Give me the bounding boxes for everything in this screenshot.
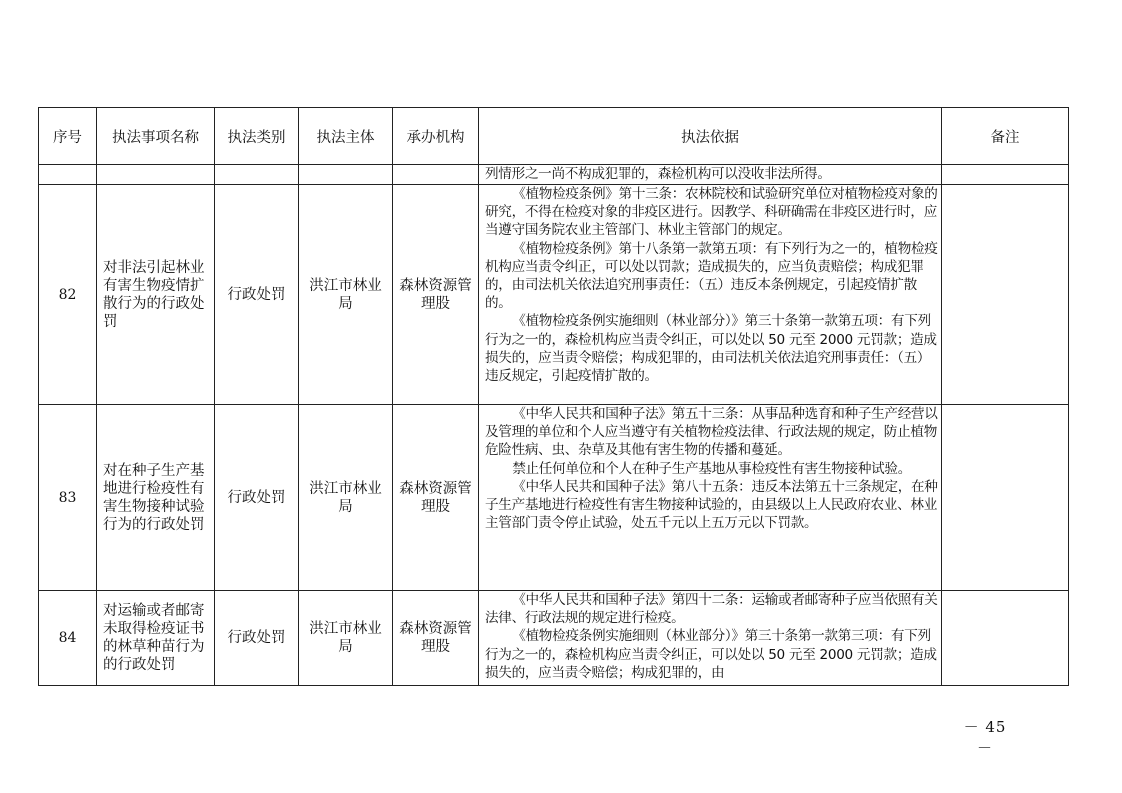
header-agency: 承办机构 — [393, 108, 479, 165]
header-basis: 执法依据 — [479, 108, 942, 165]
item-name: 对非法引起林业有害生物疫情扩散行为的行政处罚 — [97, 185, 215, 405]
basis-paragraph: 《植物检疫条例》第十八条第一款第五项：有下列行为之一的，植物检疫机构应当责令纠正，可以处以罚款；造成损失的，应当负责赔偿；构成犯罪的，由司法机关依法追究刑事责任：（五）违反本条例规定，引起疫情扩散的。 — [485, 240, 938, 312]
table-row-carry-over — [39, 165, 1069, 185]
handling-agency: 森林资源管理股 — [393, 185, 479, 405]
header-no: 序号 — [39, 108, 97, 165]
basis-paragraph: 禁止任何单位和个人在种子生产基地从事检疫性有害生物接种试验。 — [512, 460, 911, 477]
table-header-row — [39, 108, 1069, 165]
row-number: 82 — [39, 185, 97, 405]
page-number: － 45 － — [963, 718, 1007, 757]
table-row — [39, 405, 1069, 591]
enforcement-category: 行政处罚 — [215, 591, 299, 686]
handling-agency: 森林资源管理股 — [393, 405, 479, 591]
header-name: 执法事项名称 — [97, 108, 215, 165]
enforcement-subject: 洪江市林业局 — [299, 405, 393, 591]
law-enforcement-table — [38, 107, 1069, 686]
handling-agency: 森林资源管理股 — [393, 591, 479, 686]
basis-cell — [479, 591, 942, 686]
basis-paragraph: 《中华人民共和国种子法》第八十五条：违反本法第五十三条规定，在种子生产基地进行检疫性有害生物接种试验的，由县级以上人民政府农业、林业主管部门责令停止试验，处五千元以上五万元以下罚款。 — [485, 478, 938, 532]
item-name: 对运输或者邮寄未取得检疫证书的林草种苗行为的行政处罚 — [97, 591, 215, 686]
basis-cell — [479, 165, 942, 185]
basis-cell — [479, 185, 942, 405]
basis-paragraph: 《植物检疫条例实施细则（林业部分）》第三十条第一款第五项：有下列行为之一的，森检机构应当责令纠正，可以处以 50 元至 2000 元罚款；造成损失的，应当责令赔偿；构成犯罪的，由司法机关依法追究刑事责任：（五）违反规定，引起疫情扩散的。 — [485, 313, 937, 385]
enforcement-category: 行政处罚 — [215, 185, 299, 405]
enforcement-subject: 洪江市林业局 — [299, 185, 393, 405]
table-row — [39, 185, 1069, 405]
basis-paragraph: 《植物检疫条例》第十三条：农林院校和试验研究单位对植物检疫对象的研究，不得在检疫对象的非疫区进行。因教学、科研确需在非疫区进行时，应当遵守国务院农业主管部门、林业主管部门的规定。 — [485, 186, 938, 239]
remark-cell — [942, 591, 1069, 686]
enforcement-subject: 洪江市林业局 — [299, 591, 393, 686]
basis-cell — [479, 405, 942, 591]
item-name: 对在种子生产基地进行检疫性有害生物接种试验行为的行政处罚 — [97, 405, 215, 591]
basis-paragraph: 《中华人民共和国种子法》第五十三条：从事品种选育和种子生产经营以及管理的单位和个人应当遵守有关植物检疫法律、行政法规的规定，防止植物危险性病、虫、杂草及其他有害生物的传播和蔓延。 — [485, 406, 938, 459]
header-subject: 执法主体 — [299, 108, 393, 165]
table-row — [39, 591, 1069, 686]
remark-cell — [942, 405, 1069, 591]
basis-paragraph: 《植物检疫条例实施细则（林业部分）》第三十条第一款第三项：有下列行为之一的，森检机构应当责令纠正，可以处以 50 元至 2000 元罚款；造成损失的，应当责令赔偿；构成犯罪的，由 — [485, 628, 937, 681]
basis-paragraph: 《中华人民共和国种子法》第四十二条：运输或者邮寄种子应当依照有关法律、行政法规的规定进行检疫。 — [485, 592, 938, 627]
row-number: 84 — [39, 591, 97, 686]
row-number: 83 — [39, 405, 97, 591]
header-category: 执法类别 — [215, 108, 299, 165]
basis-paragraph: 列情形之一尚不构成犯罪的，森检机构可以没收非法所得。 — [485, 166, 831, 182]
enforcement-category: 行政处罚 — [215, 405, 299, 591]
header-remark: 备注 — [942, 108, 1069, 165]
remark-cell — [942, 185, 1069, 405]
